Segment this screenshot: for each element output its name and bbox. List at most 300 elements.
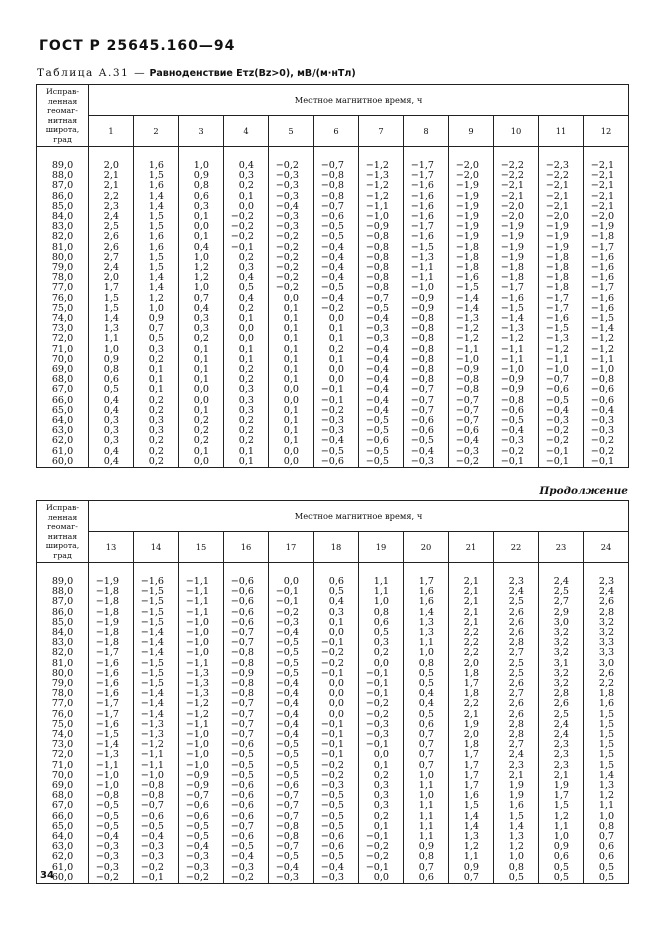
value-cell: −1,9 <box>494 253 539 263</box>
value-cell: 0,1 <box>269 436 314 446</box>
value-cell: −0,4 <box>494 426 539 436</box>
value-cell: −0,4 <box>269 710 314 720</box>
value-cell: −1,5 <box>449 283 494 293</box>
value-cell: −0,2 <box>224 212 269 222</box>
value-cell: 0,1 <box>359 822 404 832</box>
value-cell: 0,3 <box>314 608 359 618</box>
value-cell: 0,2 <box>224 416 269 426</box>
value-cell: −0,3 <box>224 863 269 873</box>
value-cell: −1,6 <box>404 202 449 212</box>
value-cell: −0,4 <box>359 385 404 395</box>
value-cell: −0,2 <box>314 304 359 314</box>
value-cell: −1,5 <box>584 314 629 324</box>
latitude-cell: 77,0 <box>37 283 89 293</box>
value-cell: 0,0 <box>224 202 269 212</box>
value-cell: −1,3 <box>134 730 179 740</box>
latitude-cell: 81,0 <box>37 659 89 669</box>
value-cell: 0,5 <box>314 587 359 597</box>
hour-header: 10 <box>494 116 539 147</box>
value-cell: −1,4 <box>134 648 179 658</box>
value-cell: 2,7 <box>494 740 539 750</box>
value-cell: −2,1 <box>539 192 584 202</box>
value-cell: 0,0 <box>179 457 224 468</box>
value-cell: −1,6 <box>404 232 449 242</box>
value-cell: 0,1 <box>134 385 179 395</box>
value-cell: −0,8 <box>314 181 359 191</box>
value-cell: −1,7 <box>404 222 449 232</box>
value-cell: 1,4 <box>584 771 629 781</box>
value-cell: −0,3 <box>359 730 404 740</box>
value-cell: −0,9 <box>359 222 404 232</box>
value-cell: 1,2 <box>134 294 179 304</box>
value-cell: 2,8 <box>494 720 539 730</box>
value-cell: −0,4 <box>179 842 224 852</box>
latitude-cell: 74,0 <box>37 730 89 740</box>
value-cell: 0,5 <box>539 863 584 873</box>
value-cell: −0,2 <box>314 761 359 771</box>
value-cell: −1,3 <box>89 750 134 760</box>
hour-header: 5 <box>269 116 314 147</box>
value-cell: −0,1 <box>314 720 359 730</box>
hour-header: 2 <box>134 116 179 147</box>
value-cell: −1,5 <box>404 243 449 253</box>
value-cell: 2,3 <box>494 577 539 587</box>
value-cell: −1,9 <box>539 232 584 242</box>
value-cell: 0,0 <box>269 447 314 457</box>
value-cell: 1,1 <box>404 638 449 648</box>
value-cell: 0,8 <box>404 852 449 862</box>
value-cell: −0,4 <box>134 832 179 842</box>
value-cell: 3,2 <box>584 618 629 628</box>
value-cell: −0,5 <box>269 852 314 862</box>
value-cell: −0,5 <box>179 822 224 832</box>
value-cell: −1,9 <box>449 181 494 191</box>
value-cell: 2,8 <box>494 638 539 648</box>
value-cell: −1,0 <box>179 730 224 740</box>
value-cell: −0,8 <box>449 375 494 385</box>
value-cell: 1,0 <box>404 648 449 658</box>
value-cell: −1,5 <box>134 597 179 607</box>
page-number: 34 <box>40 870 54 881</box>
value-cell: −0,1 <box>134 873 179 884</box>
value-cell: −0,4 <box>314 243 359 253</box>
value-cell: −0,1 <box>584 457 629 468</box>
value-cell: −0,3 <box>404 457 449 468</box>
value-cell: −1,2 <box>359 181 404 191</box>
value-cell: 1,3 <box>584 781 629 791</box>
value-cell: 2,8 <box>494 730 539 740</box>
value-cell: −1,3 <box>134 720 179 730</box>
value-cell: 0,5 <box>584 873 629 884</box>
value-cell: −2,1 <box>494 192 539 202</box>
value-cell: −1,0 <box>539 365 584 375</box>
value-cell: 1,6 <box>134 243 179 253</box>
value-cell: −0,4 <box>314 863 359 873</box>
hour-header: 18 <box>314 532 359 563</box>
value-cell: 2,5 <box>494 659 539 669</box>
value-cell: 0,9 <box>539 842 584 852</box>
value-cell: −0,8 <box>314 171 359 181</box>
value-cell: 1,6 <box>134 232 179 242</box>
value-cell: 0,2 <box>314 345 359 355</box>
value-cell: −1,1 <box>359 202 404 212</box>
value-cell: −0,4 <box>539 406 584 416</box>
value-cell: 0,0 <box>314 375 359 385</box>
value-cell: −0,4 <box>269 689 314 699</box>
value-cell: 0,7 <box>584 832 629 842</box>
value-cell: 0,2 <box>179 436 224 446</box>
value-cell: 0,2 <box>134 436 179 446</box>
value-cell: 0,9 <box>404 842 449 852</box>
value-cell: −0,7 <box>314 161 359 171</box>
value-cell: −1,6 <box>539 314 584 324</box>
value-cell: −0,8 <box>269 822 314 832</box>
value-cell: 0,5 <box>359 628 404 638</box>
value-cell: −1,9 <box>89 577 134 587</box>
value-cell: 2,4 <box>539 720 584 730</box>
value-cell: −0,8 <box>224 659 269 669</box>
value-cell: −0,2 <box>314 771 359 781</box>
value-cell: 1,5 <box>539 801 584 811</box>
hour-header: 7 <box>359 116 404 147</box>
hour-header: 8 <box>404 116 449 147</box>
hour-header: 12 <box>584 116 629 147</box>
value-cell: 0,1 <box>359 761 404 771</box>
value-cell: −0,8 <box>359 243 404 253</box>
latitude-cell: 63,0 <box>37 842 89 852</box>
value-cell: 2,0 <box>449 730 494 740</box>
value-cell: 0,4 <box>224 294 269 304</box>
value-cell: −0,5 <box>359 447 404 457</box>
value-cell: 2,9 <box>539 608 584 618</box>
value-cell: −0,7 <box>224 710 269 720</box>
value-cell: 0,0 <box>314 689 359 699</box>
value-cell: 0,4 <box>89 457 134 468</box>
value-cell: −0,2 <box>359 710 404 720</box>
value-cell: −0,6 <box>179 812 224 822</box>
value-cell: −0,7 <box>269 801 314 811</box>
value-cell: 1,6 <box>494 801 539 811</box>
value-cell: 2,7 <box>539 597 584 607</box>
value-cell: 2,5 <box>494 669 539 679</box>
value-cell: 0,4 <box>404 699 449 709</box>
value-cell: 2,8 <box>539 689 584 699</box>
value-cell: 0,2 <box>134 457 179 468</box>
value-cell: −1,2 <box>494 334 539 344</box>
latitude-cell: 65,0 <box>37 822 89 832</box>
value-cell: 0,7 <box>404 761 449 771</box>
value-cell: −0,1 <box>359 832 404 842</box>
value-cell: 0,6 <box>404 873 449 884</box>
latitude-cell: 86,0 <box>37 192 89 202</box>
value-cell: −0,6 <box>584 396 629 406</box>
value-cell: −1,8 <box>449 263 494 273</box>
value-cell: 0,4 <box>89 406 134 416</box>
latitude-cell: 71,0 <box>37 761 89 771</box>
value-cell: 2,0 <box>89 161 134 171</box>
value-cell: −1,0 <box>89 771 134 781</box>
value-cell: 0,2 <box>224 304 269 314</box>
latitude-cell: 67,0 <box>37 801 89 811</box>
value-cell: 0,1 <box>269 345 314 355</box>
value-cell: −0,8 <box>224 679 269 689</box>
value-cell: 3,0 <box>584 659 629 669</box>
value-cell: 0,1 <box>314 355 359 365</box>
value-cell: 2,2 <box>449 638 494 648</box>
value-cell: 0,1 <box>269 324 314 334</box>
value-cell: −1,6 <box>404 181 449 191</box>
value-cell: −1,5 <box>134 608 179 618</box>
value-cell: −0,3 <box>584 426 629 436</box>
value-cell: 0,0 <box>179 396 224 406</box>
value-cell: 2,1 <box>89 171 134 181</box>
value-cell: −0,8 <box>314 192 359 202</box>
latitude-cell: 74,0 <box>37 314 89 324</box>
hour-header: 14 <box>134 532 179 563</box>
value-cell: 1,4 <box>134 192 179 202</box>
value-cell: 2,1 <box>494 771 539 781</box>
value-cell: −0,3 <box>494 436 539 446</box>
value-cell: 0,8 <box>404 659 449 669</box>
value-cell: −1,1 <box>404 263 449 273</box>
value-cell: −1,0 <box>179 618 224 628</box>
value-cell: −1,7 <box>539 304 584 314</box>
value-cell: −0,7 <box>359 294 404 304</box>
value-cell: −2,0 <box>449 171 494 181</box>
value-cell: 0,0 <box>314 710 359 720</box>
value-cell: −1,3 <box>494 324 539 334</box>
value-cell: 0,7 <box>404 750 449 760</box>
value-cell: −1,3 <box>179 669 224 679</box>
value-cell: −0,2 <box>269 243 314 253</box>
value-cell: −0,6 <box>584 385 629 395</box>
value-cell: −0,6 <box>224 597 269 607</box>
latitude-cell: 85,0 <box>37 202 89 212</box>
value-cell: −2,0 <box>584 212 629 222</box>
value-cell: −1,7 <box>584 243 629 253</box>
value-cell: −0,6 <box>224 587 269 597</box>
value-cell: −1,1 <box>539 355 584 365</box>
value-cell: 0,1 <box>224 457 269 468</box>
value-cell: 0,3 <box>224 171 269 181</box>
value-cell: 1,1 <box>539 822 584 832</box>
value-cell: 1,7 <box>449 771 494 781</box>
value-cell: 0,2 <box>224 375 269 385</box>
value-cell: −0,4 <box>314 294 359 304</box>
value-cell: 0,4 <box>89 396 134 406</box>
value-cell: −1,4 <box>584 324 629 334</box>
value-cell: 0,8 <box>179 181 224 191</box>
value-cell: −0,1 <box>359 689 404 699</box>
value-cell: 1,5 <box>89 294 134 304</box>
value-cell: −0,9 <box>494 385 539 395</box>
hour-header: 19 <box>359 532 404 563</box>
value-cell: −1,2 <box>179 699 224 709</box>
value-cell: −0,1 <box>269 597 314 607</box>
value-cell: −0,6 <box>134 812 179 822</box>
value-cell: −1,7 <box>584 283 629 293</box>
value-cell: −0,1 <box>539 457 584 468</box>
value-cell: −0,1 <box>359 740 404 750</box>
value-cell: −1,6 <box>89 659 134 669</box>
latitude-cell: 85,0 <box>37 618 89 628</box>
value-cell: 0,1 <box>179 365 224 375</box>
value-cell: 3,0 <box>539 618 584 628</box>
value-cell: −0,8 <box>359 273 404 283</box>
value-cell: −1,8 <box>89 587 134 597</box>
value-cell: −0,7 <box>224 699 269 709</box>
value-cell: 2,2 <box>449 699 494 709</box>
value-cell: −1,0 <box>179 740 224 750</box>
value-cell: −0,5 <box>314 222 359 232</box>
value-cell: 0,0 <box>179 385 224 395</box>
value-cell: 2,6 <box>494 710 539 720</box>
value-cell: −1,4 <box>449 294 494 304</box>
value-cell: −1,2 <box>359 192 404 202</box>
value-cell: −1,6 <box>449 273 494 283</box>
value-cell: −0,1 <box>359 669 404 679</box>
value-cell: 0,9 <box>89 355 134 365</box>
value-cell: −0,4 <box>359 355 404 365</box>
latitude-cell: 61,0 <box>37 863 89 873</box>
hour-header: 22 <box>494 532 539 563</box>
latitude-cell: 64,0 <box>37 832 89 842</box>
value-cell: −0,5 <box>89 801 134 811</box>
value-cell: −0,5 <box>314 447 359 457</box>
value-cell: 2,1 <box>539 771 584 781</box>
value-cell: 1,2 <box>494 842 539 852</box>
latitude-cell: 70,0 <box>37 355 89 365</box>
hour-header: 11 <box>539 116 584 147</box>
value-cell: 0,3 <box>179 202 224 212</box>
value-cell: −1,7 <box>89 710 134 720</box>
value-cell: −1,6 <box>584 263 629 273</box>
value-cell: −0,2 <box>269 263 314 273</box>
value-cell: −1,8 <box>539 253 584 263</box>
value-cell: −1,2 <box>134 740 179 750</box>
value-cell: −2,1 <box>584 171 629 181</box>
value-cell: 1,1 <box>404 832 449 842</box>
value-cell: −1,9 <box>89 618 134 628</box>
latitude-cell: 84,0 <box>37 212 89 222</box>
latitude-cell: 77,0 <box>37 699 89 709</box>
value-cell: 0,5 <box>404 669 449 679</box>
value-cell: −0,2 <box>359 699 404 709</box>
value-cell: −0,3 <box>89 842 134 852</box>
value-cell: −0,6 <box>314 212 359 222</box>
value-cell: −0,1 <box>359 679 404 689</box>
value-cell: −0,2 <box>269 161 314 171</box>
value-cell: −0,1 <box>314 750 359 760</box>
value-cell: −1,1 <box>404 273 449 283</box>
value-cell: −1,5 <box>134 669 179 679</box>
value-cell: −0,8 <box>134 791 179 801</box>
value-cell: −0,4 <box>269 730 314 740</box>
latitude-cell: 69,0 <box>37 365 89 375</box>
value-cell: −1,2 <box>539 345 584 355</box>
time-header: Местное магнитное время, ч <box>89 501 629 532</box>
value-cell: −0,1 <box>314 730 359 740</box>
value-cell: 1,1 <box>359 577 404 587</box>
latitude-cell: 83,0 <box>37 222 89 232</box>
value-cell: −0,8 <box>89 791 134 801</box>
value-cell: −0,7 <box>449 416 494 426</box>
value-cell: 2,3 <box>584 577 629 587</box>
value-cell: 0,0 <box>359 659 404 669</box>
value-cell: 1,0 <box>404 791 449 801</box>
value-cell: 0,0 <box>269 577 314 587</box>
value-cell: 1,9 <box>494 791 539 801</box>
value-cell: −0,2 <box>179 873 224 884</box>
value-cell: −0,3 <box>269 181 314 191</box>
value-cell: 0,2 <box>134 355 179 365</box>
value-cell: 3,1 <box>539 659 584 669</box>
value-cell: −0,2 <box>269 253 314 263</box>
value-cell: −0,5 <box>224 842 269 852</box>
value-cell: 0,0 <box>269 294 314 304</box>
value-cell: 0,4 <box>179 304 224 314</box>
value-cell: 2,7 <box>494 648 539 658</box>
value-cell: 3,2 <box>539 669 584 679</box>
latitude-cell: 64,0 <box>37 416 89 426</box>
value-cell: −0,3 <box>269 873 314 884</box>
value-cell: 1,5 <box>494 812 539 822</box>
value-cell: −0,1 <box>359 863 404 873</box>
value-cell: 2,2 <box>449 628 494 638</box>
value-cell: −1,1 <box>179 587 224 597</box>
value-cell: −1,9 <box>449 222 494 232</box>
value-cell: 1,4 <box>134 273 179 283</box>
value-cell: 3,2 <box>584 628 629 638</box>
value-cell: −2,0 <box>494 202 539 212</box>
value-cell: 0,3 <box>359 791 404 801</box>
value-cell: 0,7 <box>449 873 494 884</box>
hour-header: 24 <box>584 532 629 563</box>
value-cell: −0,6 <box>404 426 449 436</box>
value-cell: −0,7 <box>224 822 269 832</box>
value-cell: 1,7 <box>449 679 494 689</box>
value-cell: −0,8 <box>359 253 404 263</box>
value-cell: −1,2 <box>449 334 494 344</box>
value-cell: 2,6 <box>89 232 134 242</box>
value-cell: 3,3 <box>584 648 629 658</box>
value-cell: 2,1 <box>449 577 494 587</box>
value-cell: −2,1 <box>539 202 584 212</box>
value-cell: 1,1 <box>449 852 494 862</box>
value-cell: 1,3 <box>449 832 494 842</box>
value-cell: −1,1 <box>89 761 134 771</box>
value-cell: −0,5 <box>314 822 359 832</box>
value-cell: 2,4 <box>89 263 134 273</box>
value-cell: −1,3 <box>179 679 224 689</box>
value-cell: 0,0 <box>314 365 359 375</box>
document-header: ГОСТ Р 25645.160—94 <box>39 38 236 54</box>
value-cell: −0,5 <box>314 852 359 862</box>
value-cell: −0,7 <box>449 396 494 406</box>
latitude-header: Исправ-ленная геомаг-нитная широта, град <box>37 501 89 563</box>
value-cell: 0,3 <box>134 416 179 426</box>
value-cell: 0,2 <box>179 426 224 436</box>
value-cell: −2,2 <box>494 161 539 171</box>
value-cell: 0,0 <box>224 324 269 334</box>
value-cell: −0,5 <box>224 750 269 760</box>
value-cell: −0,5 <box>404 436 449 446</box>
value-cell: −2,0 <box>494 212 539 222</box>
latitude-cell: 78,0 <box>37 273 89 283</box>
latitude-cell: 61,0 <box>37 447 89 457</box>
value-cell: 2,7 <box>494 689 539 699</box>
value-cell: 1,6 <box>134 161 179 171</box>
